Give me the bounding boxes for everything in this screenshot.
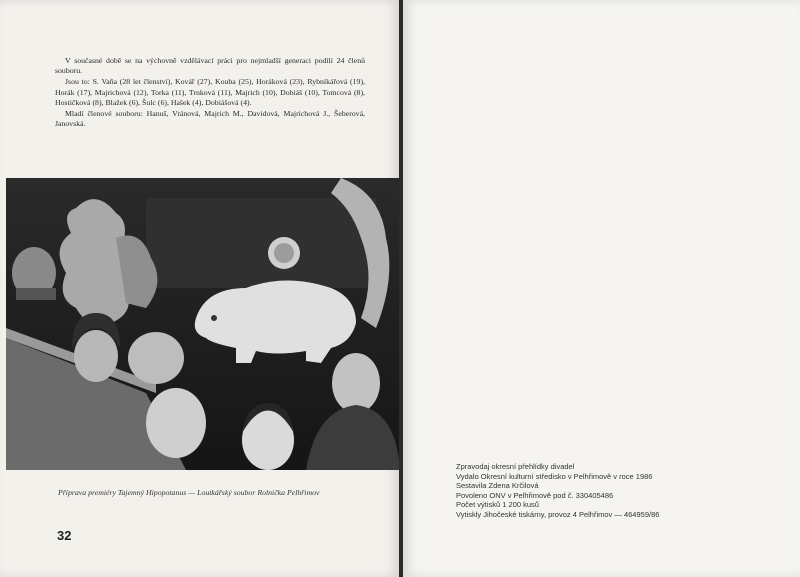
colophon-line: Sestavila Zdena Krčilová — [456, 481, 539, 491]
colophon-line: Vydalo Okresní kulturní středisko v Pelhřimově v roce 1986 — [456, 471, 653, 481]
photo-caption: Příprava premiéry Tajemný Hipopotanus — Loutkářský soubor Rolnička Pelhřimov — [58, 488, 320, 497]
paragraph-intro: V současné době se na výchovně vzdělávací práci pro nejmladší generaci podílí 24 členů souboru. — [55, 56, 365, 76]
colophon-line: Zpravodaj okresní přehlídky divadel — [456, 462, 575, 471]
colophon-line: Vytiskly Jihočeské tiskárny, provoz 4 Pelhřimov — 464959/86 — [456, 509, 660, 519]
body-text — [55, 56, 365, 130]
colophon-line: Povoleno ONV v Pelhřimově pod č. 330405486 — [456, 490, 614, 500]
colophon — [456, 462, 756, 520]
paragraph-young-members: Mladí členové souboru: Hanuš, Vránová, Majrich M., Davidová, Majrichová J., Šeberová, Janovská. — [55, 109, 365, 129]
paragraph-members: Jsou to: S. Vaňa (28 let členství), Kovář (27), Kouba (25), Horáková (23), Rybníkářová (19), Horák (17), Majrichová (12), Torka (11), Trnková (11), Majrich (10), Dobiáš (10), Tomcová (8), Hostičková (8), Blažek (6), Šulc (6), Hašek (4), Dobiášová (4). — [55, 77, 365, 107]
page-number: 32 — [57, 528, 72, 543]
colophon-line: Počet výtisků 1 200 kusů — [456, 500, 539, 510]
puppet-rehearsal-photo — [6, 178, 400, 470]
